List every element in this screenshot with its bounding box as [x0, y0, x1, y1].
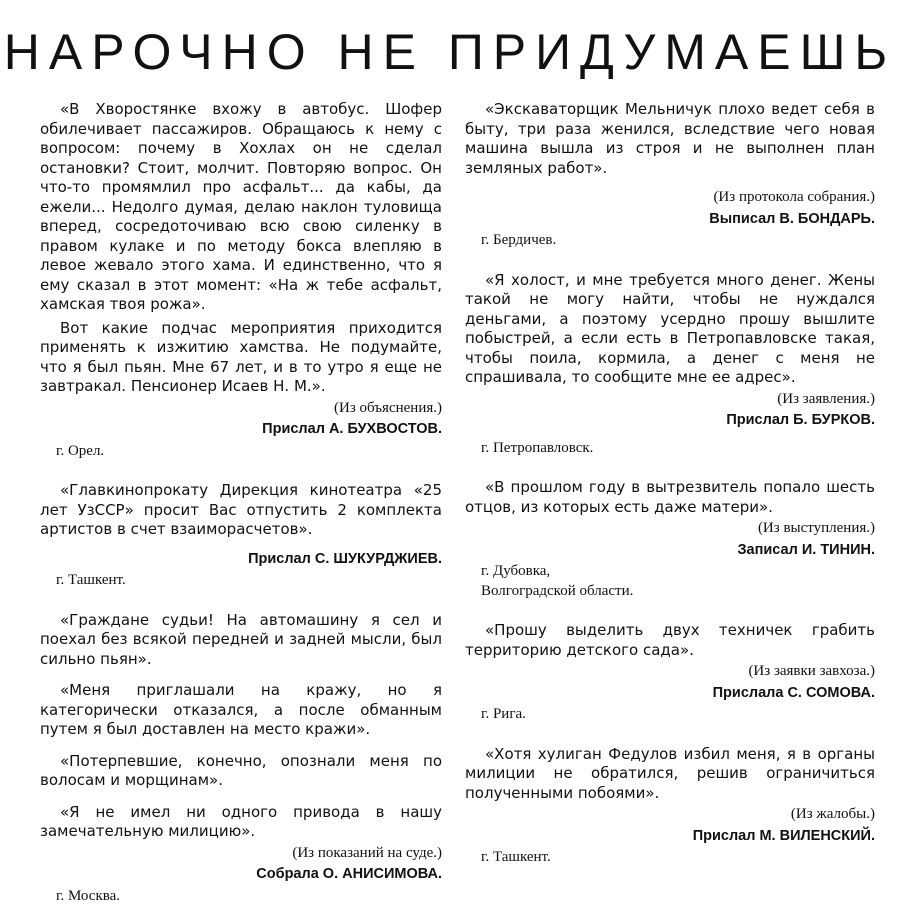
item	[465, 478, 875, 601]
item	[40, 481, 442, 591]
right-column	[465, 100, 875, 868]
quote-text: «Хотя хулиган Федулов избил меня, я в органы милиции не обратился, решив ограничиться полученными побоями».	[465, 745, 875, 804]
city-label: г. Ташкент.	[40, 571, 442, 591]
sender-credit: Прислала С. СОМОВА.	[465, 684, 875, 704]
sender-credit: Прислал С. ШУКУРДЖИЕВ.	[40, 550, 442, 570]
city-label: г. Орел.	[40, 442, 442, 462]
item	[465, 100, 875, 251]
city-label: г. Ташкент.	[465, 848, 875, 868]
sender-credit: Прислал М. ВИЛЕНСКИЙ.	[465, 827, 875, 847]
source-note: (Из жалобы.)	[465, 805, 875, 825]
quote-text: «Потерпевшие, конечно, опознали меня по волосам и морщинам».	[40, 752, 442, 791]
quote-text: «В Хворостянке вхожу в автобус. Шофер обилечивает пассажиров. Обращаюсь к нему с вопросом: почему в Хохлах он не сделал остановки? Стоит, молчит. Повторяю вопрос. Он что-то промямлил про асфальт... да кабы, да ежели... Недолго думая, делаю наклон туловища вперед, сосредоточиваю всю свою силенку в правом кулаке и по методу бокса влепляю в левое жевало этого хама. И единственно, что я ему сказал в этот момент: «На ж тебе асфальт, хамская твоя рожа».	[40, 100, 442, 315]
city-label: г. Рига.	[465, 705, 875, 725]
left-column	[40, 100, 442, 906]
city-label: г. Бердичев.	[465, 231, 875, 251]
city-label: г. Петропавловск.	[465, 439, 875, 459]
quote-text: «Меня приглашали на кражу, но я категорически отказался, а после обманным путем я был доставлен на место кражи».	[40, 681, 442, 740]
sender-credit: Выписал В. БОНДАРЬ.	[465, 210, 875, 230]
item	[465, 271, 875, 459]
quote-text: «Я не имел ни одного привода в нашу замечательную милицию».	[40, 803, 442, 842]
city-label: г. Москва.	[40, 887, 442, 906]
sender-credit: Собрала О. АНИСИМОВА.	[40, 865, 442, 885]
quote-text: «Прошу выделить двух техничек грабить территорию детского сада».	[465, 621, 875, 660]
source-note: (Из объяснения.)	[40, 399, 442, 419]
page-title: НАРОЧНО НЕ ПРИДУМАЕШЬ	[0, 22, 900, 82]
sender-credit: Прислал А. БУХВОСТОВ.	[40, 420, 442, 440]
region-label: Волгоградской области.	[465, 582, 875, 602]
quote-text: «В прошлом году в вытрезвитель попало шесть отцов, из которых есть даже матери».	[465, 478, 875, 517]
sender-credit: Записал И. ТИНИН.	[465, 541, 875, 561]
quote-text: «Я холост, и мне требуется много денег. Жены такой не могу найти, чтобы не нуждался деньгами, а поэтому усердно прошу вышлите побыстрей, а если есть в Петропавловске такая, чтобы поила, кормила, а денег с меня не спрашивала, то сообщите мне ее адрес».	[465, 271, 875, 388]
quote-text: «Главкинопрокату Дирекция кинотеатра «25 лет УзССР» просит Вас отпустить 2 комплекта артистов в счет взаиморасчетов».	[40, 481, 442, 540]
source-note: (Из протокола собрания.)	[465, 188, 875, 208]
city-label: г. Дубовка,	[465, 562, 875, 582]
quote-text: «Граждане судьи! На автомашину я сел и поехал без всякой передней и задней мысли, был сильно пьян».	[40, 611, 442, 670]
source-note: (Из показаний на суде.)	[40, 844, 442, 864]
source-note: (Из заявления.)	[465, 390, 875, 410]
item	[40, 100, 442, 461]
quote-text: «Экскаваторщик Мельничук плохо ведет себя в быту, три раза женился, вследствие чего новая машина вышла из строя и не выполнен план земляных работ».	[465, 100, 875, 178]
source-note: (Из выступления.)	[465, 519, 875, 539]
item	[465, 745, 875, 868]
quote-text: Вот какие подчас мероприятия приходится применять к изжитию хамства. Не подумайте, что я был пьян. Мне 67 лет, и в то утро я еще не завтракал. Пенсионер Исаев Н. М.».	[40, 319, 442, 397]
item	[465, 621, 875, 725]
source-note: (Из заявки завхоза.)	[465, 662, 875, 682]
item	[40, 611, 442, 906]
sender-credit: Прислал Б. БУРКОВ.	[465, 411, 875, 431]
